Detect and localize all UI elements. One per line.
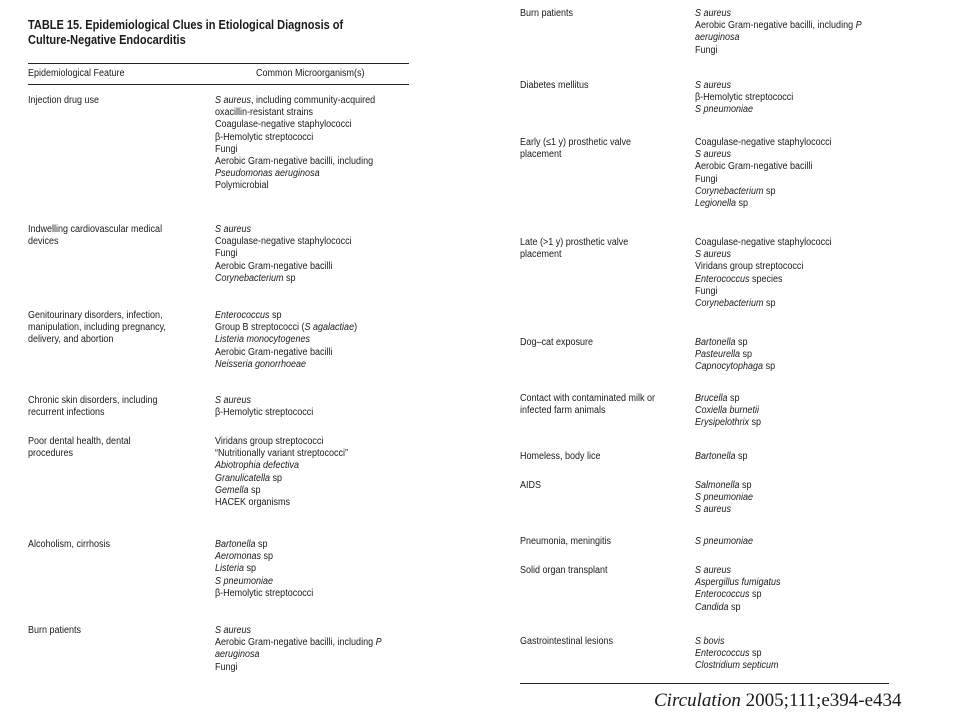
- organism-name: S pneumoniae: [695, 492, 754, 504]
- organism-name: Legionella: [695, 198, 737, 210]
- organism-text: β-Hemolytic streptococci: [215, 587, 314, 599]
- organism-text: sp: [736, 198, 749, 210]
- organism-line: [695, 565, 902, 577]
- organism-name: Coxiella burnetii: [695, 405, 760, 417]
- organism-line: [695, 536, 902, 548]
- organism-line: [695, 8, 902, 20]
- feature-cell: Early (≤1 y) prosthetic valve placement: [520, 137, 631, 161]
- organism-line: [695, 298, 902, 310]
- organism-name: Pseudomonas aeruginosa: [215, 168, 320, 180]
- organism-line: [695, 32, 902, 44]
- organism-text: Coagulase-negative staphylococci: [695, 237, 832, 248]
- organism-line: [215, 273, 422, 285]
- organism-line: [695, 161, 902, 173]
- organism-line: [695, 405, 902, 417]
- organism-line: [215, 625, 422, 637]
- organism-line: [215, 180, 422, 192]
- organism-line: [215, 334, 422, 346]
- organism-text: sp: [244, 563, 257, 575]
- organism-line: [695, 480, 902, 492]
- feature-cell: Alcoholism, cirrhosis: [28, 539, 111, 550]
- organisms-cell: [695, 237, 902, 310]
- organism-line: [215, 436, 422, 448]
- organism-text: Fungi: [695, 285, 718, 297]
- organism-line: [695, 261, 902, 273]
- feature-cell: Poor dental health, dental procedures: [28, 436, 131, 460]
- organisms-cell: [215, 625, 422, 674]
- organism-name: S aureus: [215, 224, 252, 235]
- organism-name: Corynebacterium: [695, 185, 764, 197]
- organisms-cell: [695, 451, 902, 463]
- organism-text: sp: [740, 349, 753, 361]
- organism-name: Capnocytophaga: [695, 361, 764, 373]
- organism-line: [695, 337, 902, 349]
- organism-text: Aerobic Gram-negative bacilli: [215, 260, 333, 272]
- organism-line: [215, 132, 422, 144]
- organism-name: S pneumoniae: [695, 104, 754, 116]
- organism-line: [215, 168, 422, 180]
- organism-line: [695, 636, 902, 648]
- organism-line: [695, 589, 902, 601]
- organism-line: [215, 576, 422, 588]
- organism-text: sp: [283, 272, 296, 284]
- organism-text: Aerobic Gram-negative bacilli: [215, 346, 333, 358]
- organisms-cell: [215, 224, 422, 285]
- organism-line: [695, 137, 902, 149]
- feature-cell: Genitourinary disorders, infection, manipulation, including pregnancy, delivery, and abortion: [28, 310, 166, 346]
- organism-name: Enterococcus: [695, 589, 750, 601]
- organism-text: Viridans group streptococci: [695, 261, 804, 273]
- feature-cell: Burn patients: [28, 625, 82, 636]
- organism-text: sp: [763, 361, 776, 373]
- organism-line: [215, 539, 422, 551]
- organism-line: [215, 248, 422, 260]
- feature-cell: Homeless, body lice: [520, 451, 601, 462]
- organism-text: sp: [763, 185, 776, 197]
- organism-line: [695, 45, 902, 57]
- table-title-line-1: TABLE 15. Epidemiological Clues in Etiological Diagnosis of: [28, 18, 344, 32]
- feature-cell: Late (>1 y) prosthetic valve placement: [520, 237, 629, 261]
- organism-text: Polymicrobial: [215, 180, 269, 192]
- organism-text: Fungi: [695, 173, 718, 185]
- organism-text: sp: [727, 393, 740, 404]
- organisms-cell: [695, 80, 902, 117]
- organism-text: Coagulase-negative staphylococci: [215, 236, 352, 248]
- organism-name: S aureus: [695, 8, 732, 19]
- organism-text: sp: [735, 337, 748, 348]
- feature-cell: Diabetes mellitus: [520, 80, 589, 91]
- organism-text: “Nutritionally variant streptococci”: [215, 448, 349, 460]
- organism-name: P: [855, 20, 862, 32]
- organism-text: Coagulase-negative staphylococci: [695, 137, 832, 148]
- organism-name: Pasteurella: [695, 349, 741, 361]
- organisms-cell: [215, 436, 422, 509]
- organism-name: Salmonella: [695, 480, 740, 491]
- organism-text: sp: [269, 310, 282, 321]
- organisms-cell: [695, 536, 902, 548]
- organism-text: β-Hemolytic streptococci: [695, 92, 794, 104]
- organism-line: [215, 107, 422, 119]
- organism-name: Bartonella: [695, 451, 736, 462]
- organism-name: Enterococcus: [695, 273, 750, 285]
- organism-name: Bartonella: [695, 337, 736, 348]
- organism-line: [215, 261, 422, 273]
- organism-name: Clostridium septicum: [695, 660, 779, 672]
- organism-line: [215, 485, 422, 497]
- organism-line: [215, 649, 422, 661]
- organism-name: Listeria monocytogenes: [215, 334, 311, 346]
- organism-line: [695, 393, 902, 405]
- organism-text: , including community-acquired: [251, 95, 376, 106]
- table-bottom-rule: [520, 683, 889, 684]
- organism-text: Fungi: [695, 44, 718, 56]
- organisms-cell: [215, 95, 422, 193]
- organism-name: Erysipelothrix: [695, 417, 750, 429]
- organism-line: [215, 310, 422, 322]
- organism-name: S aureus: [695, 565, 732, 576]
- organism-line: [215, 588, 422, 600]
- organism-line: [215, 156, 422, 168]
- organism-text: Fungi: [215, 143, 238, 155]
- organism-text: sp: [749, 648, 762, 660]
- table-title-line-2: Culture-Negative Endocarditis: [28, 33, 186, 47]
- organism-text: sp: [728, 601, 741, 613]
- organism-name: Abiotrophia defectiva: [215, 460, 300, 472]
- organism-line: [695, 451, 902, 463]
- organism-text: Aerobic Gram-negative bacilli: [695, 161, 813, 173]
- organism-name: S aureus: [695, 504, 732, 516]
- organisms-cell: [215, 395, 422, 419]
- organism-line: [215, 224, 422, 236]
- organism-name: Aspergillus fumigatus: [695, 577, 781, 589]
- organism-name: S agalactiae: [304, 322, 355, 334]
- organism-line: [215, 497, 422, 509]
- organism-line: [695, 237, 902, 249]
- citation: [654, 690, 902, 712]
- organisms-cell: [695, 137, 902, 210]
- organism-text: sp: [248, 484, 261, 496]
- organism-line: [695, 417, 902, 429]
- organisms-cell: [695, 8, 902, 57]
- organism-line: [695, 286, 902, 298]
- organism-text: Group B streptococci (: [215, 322, 305, 334]
- organism-name: Enterococcus: [695, 648, 750, 660]
- feature-cell: Pneumonia, meningitis: [520, 536, 612, 547]
- organisms-cell: [215, 539, 422, 600]
- organism-name: Corynebacterium: [215, 272, 284, 284]
- organism-line: [695, 198, 902, 210]
- organism-line: [695, 104, 902, 116]
- organism-name: aeruginosa: [215, 649, 260, 661]
- organism-name: S pneumoniae: [695, 536, 754, 547]
- organism-line: [215, 322, 422, 334]
- organism-line: [695, 20, 902, 32]
- organism-line: [215, 563, 422, 575]
- feature-cell: Indwelling cardiovascular medical devices: [28, 224, 163, 248]
- organism-line: [695, 249, 902, 261]
- organism-line: [215, 662, 422, 674]
- organism-text: sp: [261, 551, 274, 563]
- organism-text: Aerobic Gram-negative bacilli, including: [215, 156, 374, 168]
- organism-line: [215, 359, 422, 371]
- organism-name: S pneumoniae: [215, 575, 274, 587]
- organism-name: Gemella: [215, 484, 249, 496]
- organism-line: [695, 149, 902, 161]
- organism-name: Enterococcus: [215, 310, 270, 321]
- organism-name: S aureus: [215, 395, 252, 406]
- organism-text: sp: [270, 472, 283, 484]
- column-header-feature: Epidemiological Feature: [28, 68, 125, 79]
- organism-text: Aerobic Gram-negative bacilli, including: [215, 637, 376, 649]
- organism-name: Brucella: [695, 393, 728, 404]
- citation-details: 2005;111;e394-e434: [740, 690, 902, 711]
- organism-name: P: [375, 637, 382, 649]
- organism-line: [695, 504, 902, 516]
- feature-cell: Burn patients: [520, 8, 574, 19]
- organism-text: sp: [763, 298, 776, 310]
- organism-name: S bovis: [695, 636, 725, 647]
- organism-name: aeruginosa: [695, 32, 740, 44]
- organism-name: S aureus: [695, 249, 732, 261]
- organism-line: [215, 347, 422, 359]
- organism-name: S aureus: [215, 625, 252, 636]
- organism-name: S aureus: [695, 149, 732, 161]
- organism-text: species: [749, 273, 783, 285]
- organism-text: ): [354, 322, 358, 334]
- organism-name: S aureus: [695, 80, 732, 91]
- organism-text: sp: [749, 417, 762, 429]
- organism-line: [215, 637, 422, 649]
- header-top-rule: [28, 63, 409, 64]
- organism-line: [215, 236, 422, 248]
- organism-line: [215, 119, 422, 131]
- organism-line: [215, 95, 422, 107]
- organisms-cell: [695, 337, 902, 374]
- feature-cell: Chronic skin disorders, including recurrent infections: [28, 395, 158, 419]
- organism-text: HACEK organisms: [215, 497, 291, 509]
- column-header-organisms: Common Microorganism(s): [256, 68, 365, 79]
- organism-name: Neisseria gonorrhoeae: [215, 358, 307, 370]
- organism-text: oxacillin-resistant strains: [215, 107, 314, 119]
- feature-cell: AIDS: [520, 480, 542, 491]
- citation-journal: Circulation: [654, 690, 741, 711]
- organism-line: [215, 473, 422, 485]
- feature-cell: Dog–cat exposure: [520, 337, 594, 348]
- organism-line: [215, 551, 422, 563]
- organism-line: [215, 407, 422, 419]
- organism-text: sp: [739, 480, 752, 491]
- feature-cell: Solid organ transplant: [520, 565, 608, 576]
- organisms-cell: [215, 310, 422, 371]
- organisms-cell: [695, 565, 902, 614]
- organism-text: Fungi: [215, 248, 238, 260]
- organism-line: [695, 274, 902, 286]
- organism-name: Candida: [695, 601, 729, 613]
- organism-name: Corynebacterium: [695, 298, 764, 310]
- organism-name: Granulicatella: [215, 472, 271, 484]
- organism-text: β-Hemolytic streptococci: [215, 407, 314, 419]
- organism-name: Bartonella: [215, 539, 256, 550]
- organism-line: [695, 361, 902, 373]
- table-title: [28, 18, 362, 48]
- organism-line: [695, 602, 902, 614]
- organism-name: S aureus: [215, 95, 252, 106]
- organism-text: Viridans group streptococci: [215, 436, 324, 447]
- organism-line: [695, 80, 902, 92]
- header-bottom-rule: [28, 84, 409, 85]
- organism-line: [215, 395, 422, 407]
- organism-line: [215, 144, 422, 156]
- organisms-cell: [695, 480, 902, 517]
- organisms-cell: [695, 393, 902, 430]
- organism-text: sp: [255, 539, 268, 550]
- organism-line: [215, 460, 422, 472]
- organism-text: Coagulase-negative staphylococci: [215, 119, 352, 131]
- organism-line: [695, 577, 902, 589]
- organism-line: [695, 186, 902, 198]
- feature-cell: Contact with contaminated milk or infected farm animals: [520, 393, 656, 417]
- organism-line: [695, 92, 902, 104]
- organism-text: β-Hemolytic streptococci: [215, 131, 314, 143]
- feature-cell: Injection drug use: [28, 95, 100, 106]
- organism-text: sp: [749, 589, 762, 601]
- organism-name: Listeria: [215, 563, 245, 575]
- organism-text: Fungi: [215, 661, 238, 673]
- organism-text: Aerobic Gram-negative bacilli, including: [695, 20, 856, 32]
- organism-line: [695, 174, 902, 186]
- organism-line: [695, 349, 902, 361]
- organism-text: sp: [735, 451, 748, 462]
- organism-line: [215, 448, 422, 460]
- organism-line: [695, 492, 902, 504]
- organisms-cell: [695, 636, 902, 673]
- organism-line: [695, 660, 902, 672]
- feature-cell: Gastrointestinal lesions: [520, 636, 614, 647]
- organism-name: Aeromonas: [215, 551, 262, 563]
- organism-line: [695, 648, 902, 660]
